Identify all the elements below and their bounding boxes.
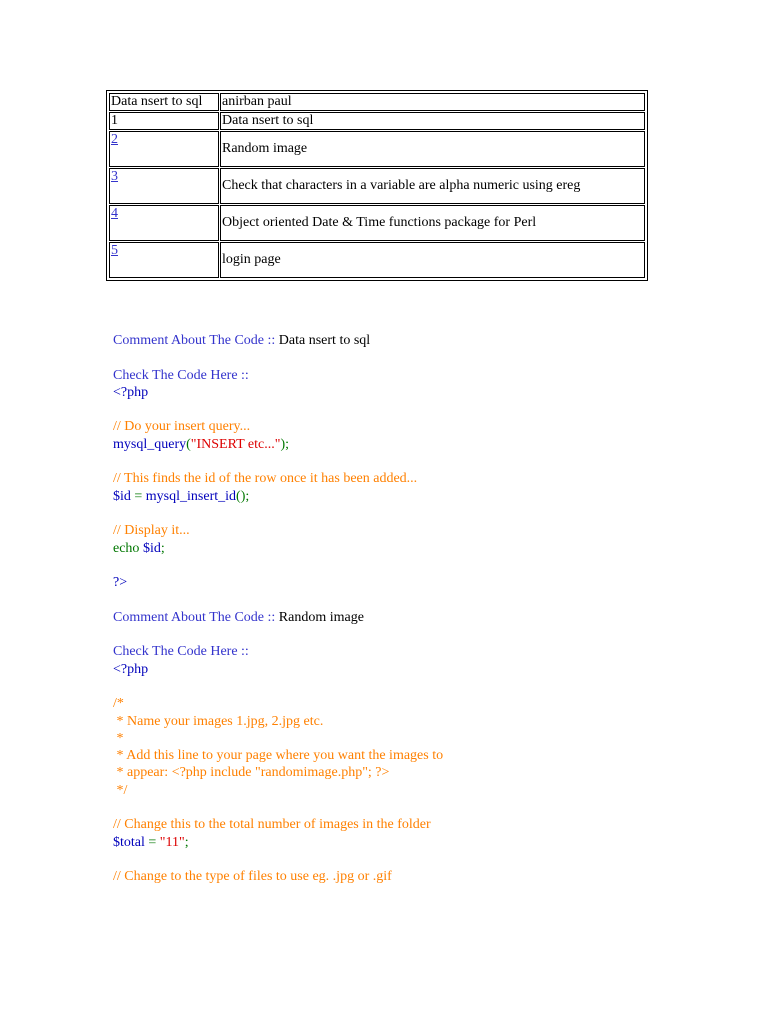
row-number: 1 bbox=[109, 112, 219, 130]
code-comment: // This finds the id of the row once it has been added... bbox=[113, 471, 418, 487]
block-comment: * Name your images 1.jpg, 2.jpg etc. bbox=[113, 713, 324, 729]
block-comment: * bbox=[113, 730, 124, 746]
block-comment: */ bbox=[113, 782, 128, 798]
row-number-link[interactable]: 5 bbox=[111, 243, 118, 258]
code-comment: // Change this to the total number of images in the folder bbox=[113, 817, 431, 833]
block-comment: /* bbox=[113, 696, 124, 712]
code-line: $id = mysql_insert_id(); bbox=[113, 488, 250, 504]
row-title: login page bbox=[220, 242, 645, 278]
comment-value: Data nsert to sql bbox=[278, 333, 371, 348]
row-number-link[interactable]: 4 bbox=[111, 206, 118, 221]
comment-value: Random image bbox=[278, 609, 364, 625]
table-row bbox=[109, 131, 645, 167]
header-cell-title: Data nsert to sql bbox=[109, 93, 219, 111]
php-open-tag: <?php bbox=[113, 661, 149, 677]
php-open-tag: <?php bbox=[113, 384, 149, 400]
block-comment: * Add this line to your page where you want the images to bbox=[113, 748, 444, 764]
comment-about-line bbox=[113, 609, 673, 626]
row-title: Data nsert to sql bbox=[220, 112, 645, 130]
check-code-line bbox=[113, 367, 673, 384]
code-line: echo $id; bbox=[113, 540, 165, 556]
code-line: $total = "11"; bbox=[113, 834, 189, 850]
code-comment: // Display it... bbox=[113, 523, 190, 539]
row-title: Check that characters in a variable are alpha numeric using ereg bbox=[220, 168, 645, 204]
check-label: Check The Code Here :: bbox=[113, 644, 249, 660]
php-close-tag: ?> bbox=[113, 575, 128, 591]
block-comment: * appear: <?php include "randomimage.php"; ?> bbox=[113, 765, 390, 781]
row-number-link[interactable]: 3 bbox=[111, 169, 118, 184]
row-title: Object oriented Date & Time functions package for Perl bbox=[220, 205, 645, 241]
table-header-row bbox=[109, 93, 645, 111]
row-number-link[interactable]: 2 bbox=[111, 132, 118, 147]
comment-label: Comment About The Code :: bbox=[113, 609, 276, 625]
table-row bbox=[109, 242, 645, 278]
check-code-line bbox=[113, 643, 673, 660]
table-row bbox=[109, 168, 645, 204]
row-title: Random image bbox=[220, 131, 645, 167]
code-comment: // Change to the type of files to use eg. .jpg or .gif bbox=[113, 869, 392, 885]
code-listing bbox=[113, 332, 673, 886]
table-row bbox=[109, 205, 645, 241]
check-label: Check The Code Here :: bbox=[113, 367, 249, 383]
code-comment: // Do your insert query... bbox=[113, 419, 251, 435]
header-cell-author: anirban paul bbox=[220, 93, 645, 111]
snippet-index-table bbox=[106, 90, 648, 281]
comment-about-line bbox=[113, 332, 673, 349]
code-line: mysql_query("INSERT etc..."); bbox=[113, 436, 289, 452]
table-row bbox=[109, 112, 645, 130]
comment-label: Comment About The Code :: bbox=[113, 333, 276, 348]
